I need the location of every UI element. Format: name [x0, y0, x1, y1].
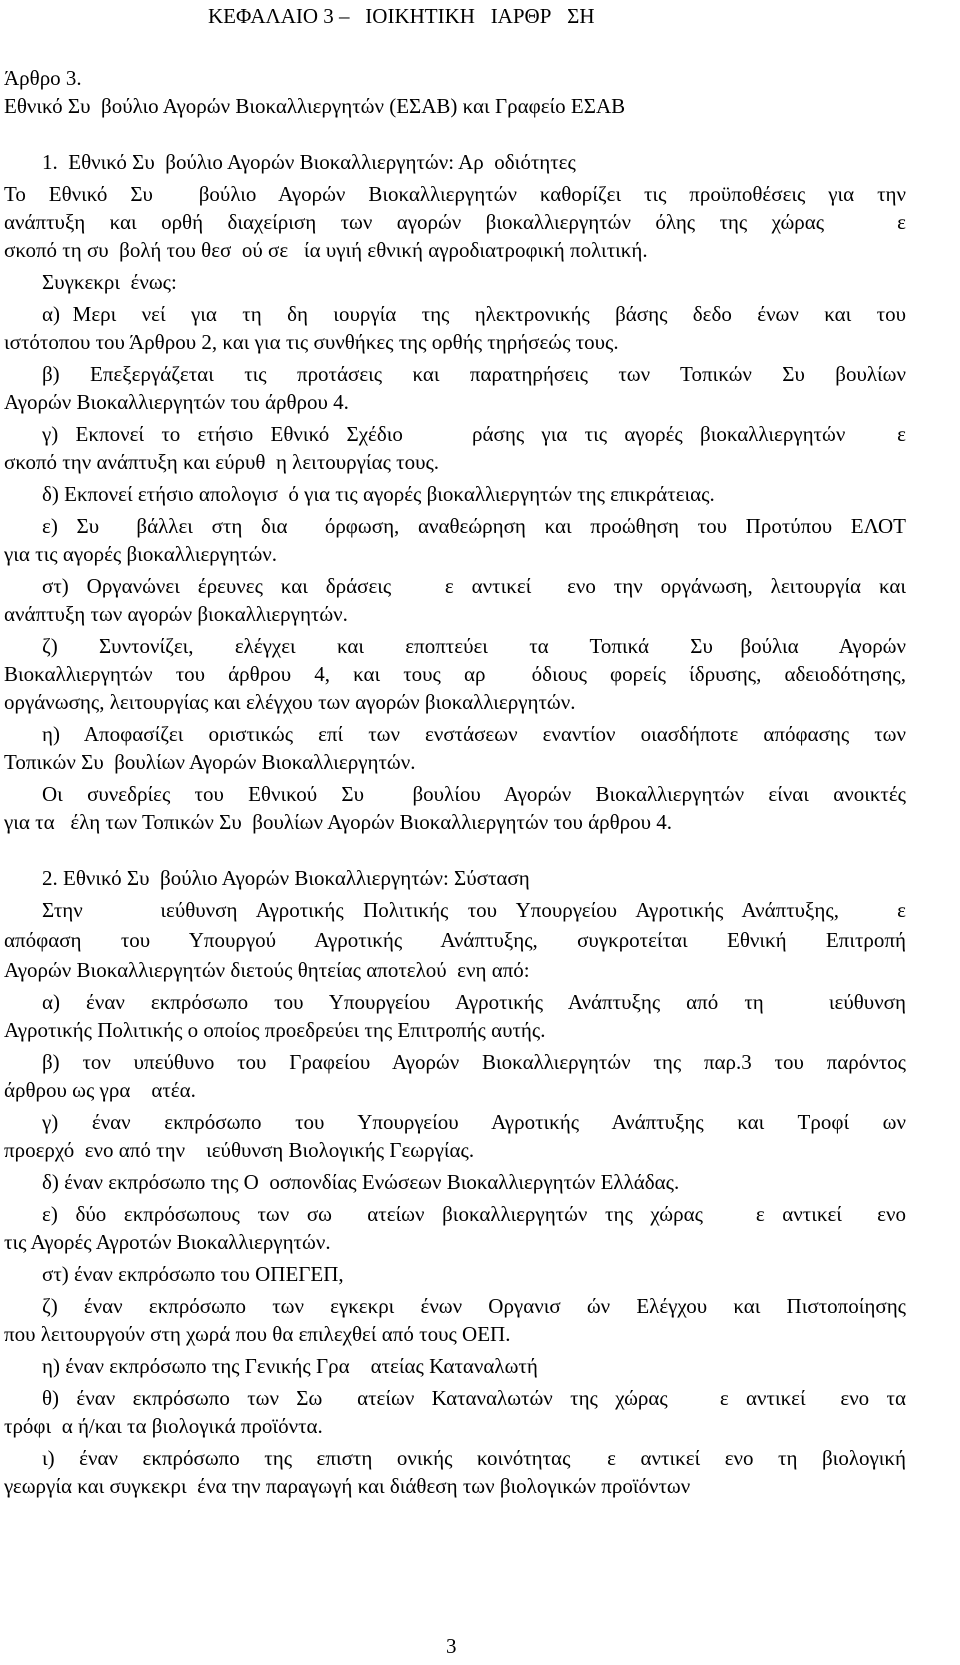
page-number: 3 — [446, 1634, 457, 1658]
paragraph-line: οργάνωσης, λειτουργίας και ελέγχου των αγορών βιοκαλλιεργητών. — [4, 690, 576, 714]
paragraph-line: Αγορών Βιοκαλλιεργητών διετούς θητείας αποτελού ενη από: — [4, 958, 530, 982]
list-item: ε) δύο εκπρόσωπους των σω ατείων βιοκαλλιεργητών της χώρας ε αντικεί ενο — [42, 1202, 906, 1226]
list-item: ι) έναν εκπρόσωπο της επιστη ονικής κοινότητας ε αντικεί ενο τη βιολογική — [42, 1446, 906, 1470]
paragraph-line: Αγορών Βιοκαλλιεργητών του άρθρου 4. — [4, 390, 349, 414]
paragraph-line: Στην ιεύθυνση Αγροτικής Πολιτικής του Υπουργείου Αγροτικής Ανάπτυξης, ε — [42, 898, 906, 922]
list-item: β) τον υπεύθυνο του Γραφείου Αγορών Βιοκαλλιεργητών της παρ.3 του παρόντος — [42, 1050, 906, 1074]
paragraph-line: για τα έλη των Τοπικών Συ βουλίων Αγορών Βιοκαλλιεργητών του άρθρου 4. — [4, 810, 673, 834]
paragraph-line: που λειτουργούν στη χωρά που θα επιλεχθεί από τους ΟΕΠ. — [4, 1322, 511, 1346]
chapter-title: ΚΕΦΑΛΑΙΟ 3 – ΙΟΙΚΗΤΙΚΗ ΙΑΡΘΡ ΣΗ — [208, 4, 595, 28]
article-title: Εθνικό Συ βούλιο Αγορών Βιοκαλλιεργητών (ΕΣΑΒ) και Γραφείο ΕΣΑΒ — [4, 94, 626, 118]
paragraph-line: Συγκεκρι ένως: — [42, 270, 177, 294]
list-item: στ) Οργανώνει έρευνες και δράσεις ε αντικεί ενο την οργάνωση, λειτουργία και — [42, 574, 906, 598]
list-item: γ) έναν εκπρόσωπο του Υπουργείου Αγροτικής Ανάπτυξης και Τροφί ων — [42, 1110, 906, 1134]
paragraph-line: για τις αγορές βιοκαλλιεργητών. — [4, 542, 278, 566]
paragraph-line: γεωργία και συγκεκρι ένα την παραγωγή και διάθεση των βιολογικών προϊόντων — [4, 1474, 691, 1498]
list-item: δ) έναν εκπρόσωπο της Ο οσπονδίας Ενώσεων Βιοκαλλιεργητών Ελλάδας. — [42, 1170, 680, 1194]
paragraph-line: τις Αγορές Αγροτών Βιοκαλλιεργητών. — [4, 1230, 331, 1254]
paragraph-line: ιστότοπου του Άρθρου 2, και για τις συνθήκες της ορθής τηρήσεώς τους. — [4, 330, 619, 354]
paragraph-line: σκοπό τη συ βολή του θεσ ού σε ία υγιή εθνική αγροδιατροφική πολιτική. — [4, 238, 648, 262]
paragraph-line: απόφαση του Υπουργού Αγροτικής Ανάπτυξης, συγκροτείται Εθνική Επιτροπή — [4, 928, 906, 952]
paragraph-line: τρόφι α ή/και τα βιολογικά προϊόντα. — [4, 1414, 323, 1438]
paragraph-line: προερχό ενο από την ιεύθυνση Βιολογικής Γεωργίας. — [4, 1138, 475, 1162]
list-item: α) έναν εκπρόσωπο του Υπουργείου Αγροτικής Ανάπτυξης από τη ιεύθυνση — [42, 990, 906, 1014]
paragraph-line: ανάπτυξη και ορθή διαχείριση των αγορών βιοκαλλιεργητών όλης της χώρας ε — [4, 210, 906, 234]
article-label: Άρθρο 3. — [4, 66, 82, 90]
paragraph-line: Αγροτικής Πολιτικής ο οποίος προεδρεύει της Επιτροπής αυτής. — [4, 1018, 546, 1042]
list-item: ε) Συ βάλλει στη δια όρφωση, αναθεώρηση και προώθηση του Προτύπου ΕΛΟΤ — [42, 514, 906, 538]
list-item: θ) έναν εκπρόσωπο των Σω ατείων Καταναλωτών της χώρας ε αντικεί ενο τα — [42, 1386, 906, 1410]
paragraph-line: ανάπτυξη των αγορών βιοκαλλιεργητών. — [4, 602, 348, 626]
paragraph-line: Τοπικών Συ βουλίων Αγορών Βιοκαλλιεργητών. — [4, 750, 416, 774]
list-item: στ) έναν εκπρόσωπο του ΟΠΕΓΕΠ, — [42, 1262, 344, 1286]
paragraph-line: Οι συνεδρίες του Εθνικού Συ βουλίου Αγορών Βιοκαλλιεργητών είναι ανοικτές — [42, 782, 906, 806]
list-item: γ) Εκπονεί το ετήσιο Εθνικό Σχέδιο ράσης για τις αγορές βιοκαλλιεργητών ε — [42, 422, 906, 446]
list-item: α) Μερι νεί για τη δη ιουργία της ηλεκτρονικής βάσης δεδο ένων και του — [42, 302, 906, 326]
paragraph-line: σκοπό την ανάπτυξη και εύρυθ η λειτουργίας τους. — [4, 450, 440, 474]
list-item: η) έναν εκπρόσωπο της Γενικής Γρα ατείας Καταναλωτή — [42, 1354, 538, 1378]
list-item: β) Επεξεργάζεται τις προτάσεις και παρατηρήσεις των Τοπικών Συ βουλίων — [42, 362, 906, 386]
paragraph-line: Το Εθνικό Συ βούλιο Αγορών Βιοκαλλιεργητών καθορίζει τις προϋποθέσεις για την — [4, 182, 906, 206]
list-item: ζ) Συντονίζει, ελέγχει και εποπτεύει τα Τοπικά Συ βούλια Αγορών — [42, 634, 906, 658]
list-item: ζ) έναν εκπρόσωπο των εγκεκρι ένων Οργανισ ών Ελέγχου και Πιστοποίησης — [42, 1294, 906, 1318]
section1-heading: 1. Εθνικό Συ βούλιο Αγορών Βιοκαλλιεργητών: Αρ οδιότητες — [42, 150, 576, 174]
paragraph-line: Βιοκαλλιεργητών του άρθρου 4, και τους αρ όδιους φορείς ίδρυσης, αδειοδότησης, — [4, 662, 906, 686]
list-item: η) Αποφασίζει οριστικώς επί των ενστάσεων εναντίον οιασδήποτε απόφασης των — [42, 722, 906, 746]
list-item: δ) Εκπονεί ετήσιο απολογισ ό για τις αγορές βιοκαλλιεργητών της επικράτειας. — [42, 482, 715, 506]
paragraph-line: άρθρου ως γρα ατέα. — [4, 1078, 196, 1102]
section2-heading: 2. Εθνικό Συ βούλιο Αγορών Βιοκαλλιεργητών: Σύσταση — [42, 866, 530, 890]
